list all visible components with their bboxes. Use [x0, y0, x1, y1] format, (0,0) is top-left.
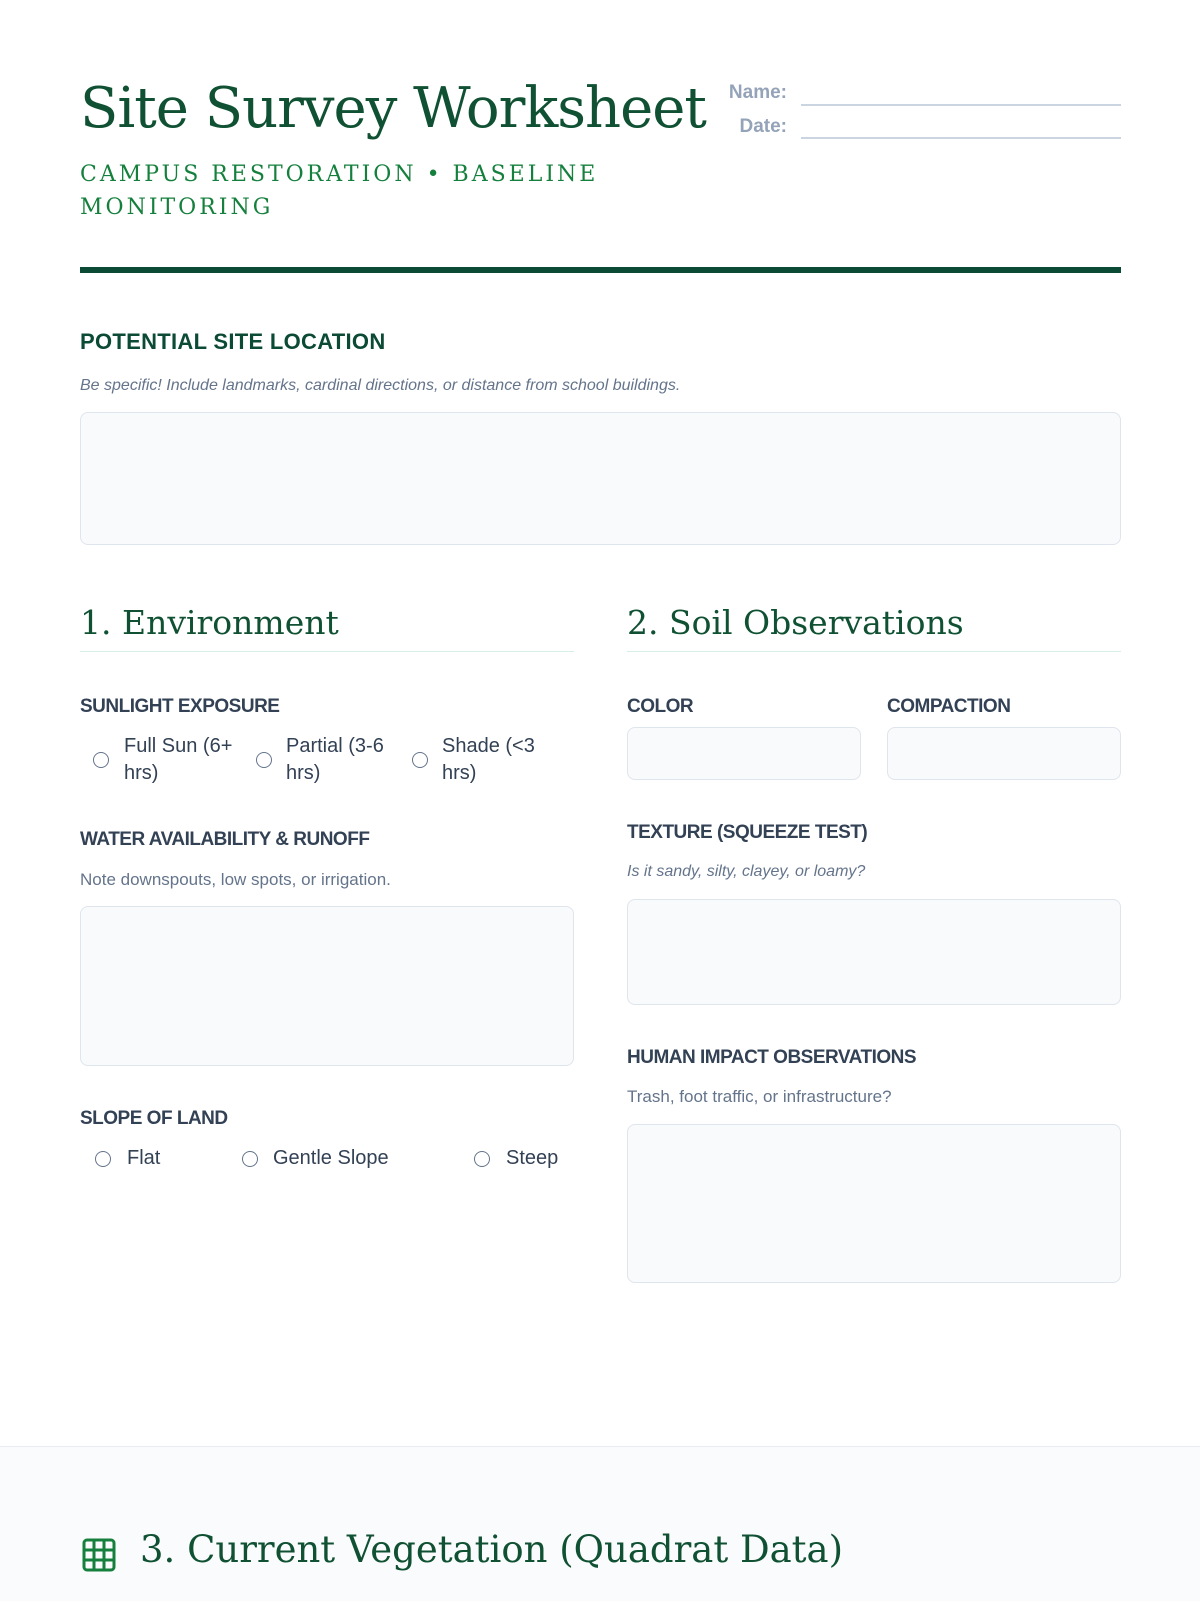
slope-gentle-radio[interactable] [242, 1151, 258, 1167]
slope-gentle-label: Gentle Slope [273, 1147, 389, 1169]
date-label: Date: [739, 116, 787, 137]
vegetation-title: 3. Current Vegetation (Quadrat Data) [140, 1528, 844, 1571]
slope-steep-radio[interactable] [474, 1151, 490, 1167]
human-impact-input[interactable] [627, 1124, 1121, 1283]
location-hint: Be specific! Include landmarks, cardinal directions, or distance from school buildings. [80, 377, 681, 394]
next-page-area [0, 1446, 1200, 1601]
sunlight-shade-radio[interactable] [412, 752, 428, 768]
name-label: Name: [728, 82, 787, 103]
environment-title: 1. Environment [80, 603, 339, 642]
compaction-input[interactable] [887, 727, 1121, 780]
human-impact-hint: Trash, foot traffic, or infrastructure? [627, 1087, 892, 1106]
water-label: WATER AVAILABILITY & RUNOFF [80, 829, 370, 850]
soil-title: 2. Soil Observations [627, 603, 964, 642]
compaction-label: COMPACTION [887, 696, 1011, 717]
sunlight-shade-label: Shade (<3 hrs) [442, 735, 535, 784]
human-impact-label: HUMAN IMPACT OBSERVATIONS [627, 1047, 917, 1068]
page-subtitle: CAMPUS RESTORATION • BASELINE MONITORING [80, 162, 599, 220]
header-divider [80, 267, 1121, 273]
slope-steep-label: Steep [506, 1147, 559, 1169]
texture-input[interactable] [627, 899, 1121, 1005]
slope-label: SLOPE OF LAND [80, 1108, 228, 1129]
color-label: COLOR [627, 696, 694, 717]
grid-table-icon [82, 1538, 116, 1572]
date-field[interactable] [801, 137, 1121, 139]
name-field[interactable] [801, 104, 1121, 106]
texture-label: TEXTURE (SQUEEZE TEST) [627, 822, 868, 843]
color-input[interactable] [627, 727, 861, 780]
sunlight-full-label: Full Sun (6+ hrs) [124, 735, 233, 784]
slope-flat-radio[interactable] [95, 1151, 111, 1167]
location-input[interactable] [80, 412, 1121, 545]
water-input[interactable] [80, 906, 574, 1066]
sunlight-partial-label: Partial (3-6 hrs) [286, 735, 384, 784]
soil-divider [627, 651, 1121, 652]
water-hint: Note downspouts, low spots, or irrigation. [80, 870, 391, 889]
environment-divider [80, 651, 574, 652]
slope-flat-label: Flat [127, 1147, 161, 1169]
sunlight-full-radio[interactable] [93, 752, 109, 768]
sunlight-label: SUNLIGHT EXPOSURE [80, 696, 280, 717]
page-title: Site Survey Worksheet [80, 76, 706, 141]
texture-hint: Is it sandy, silty, clayey, or loamy? [627, 863, 866, 880]
location-heading: POTENTIAL SITE LOCATION [80, 329, 386, 354]
sunlight-partial-radio[interactable] [256, 752, 272, 768]
